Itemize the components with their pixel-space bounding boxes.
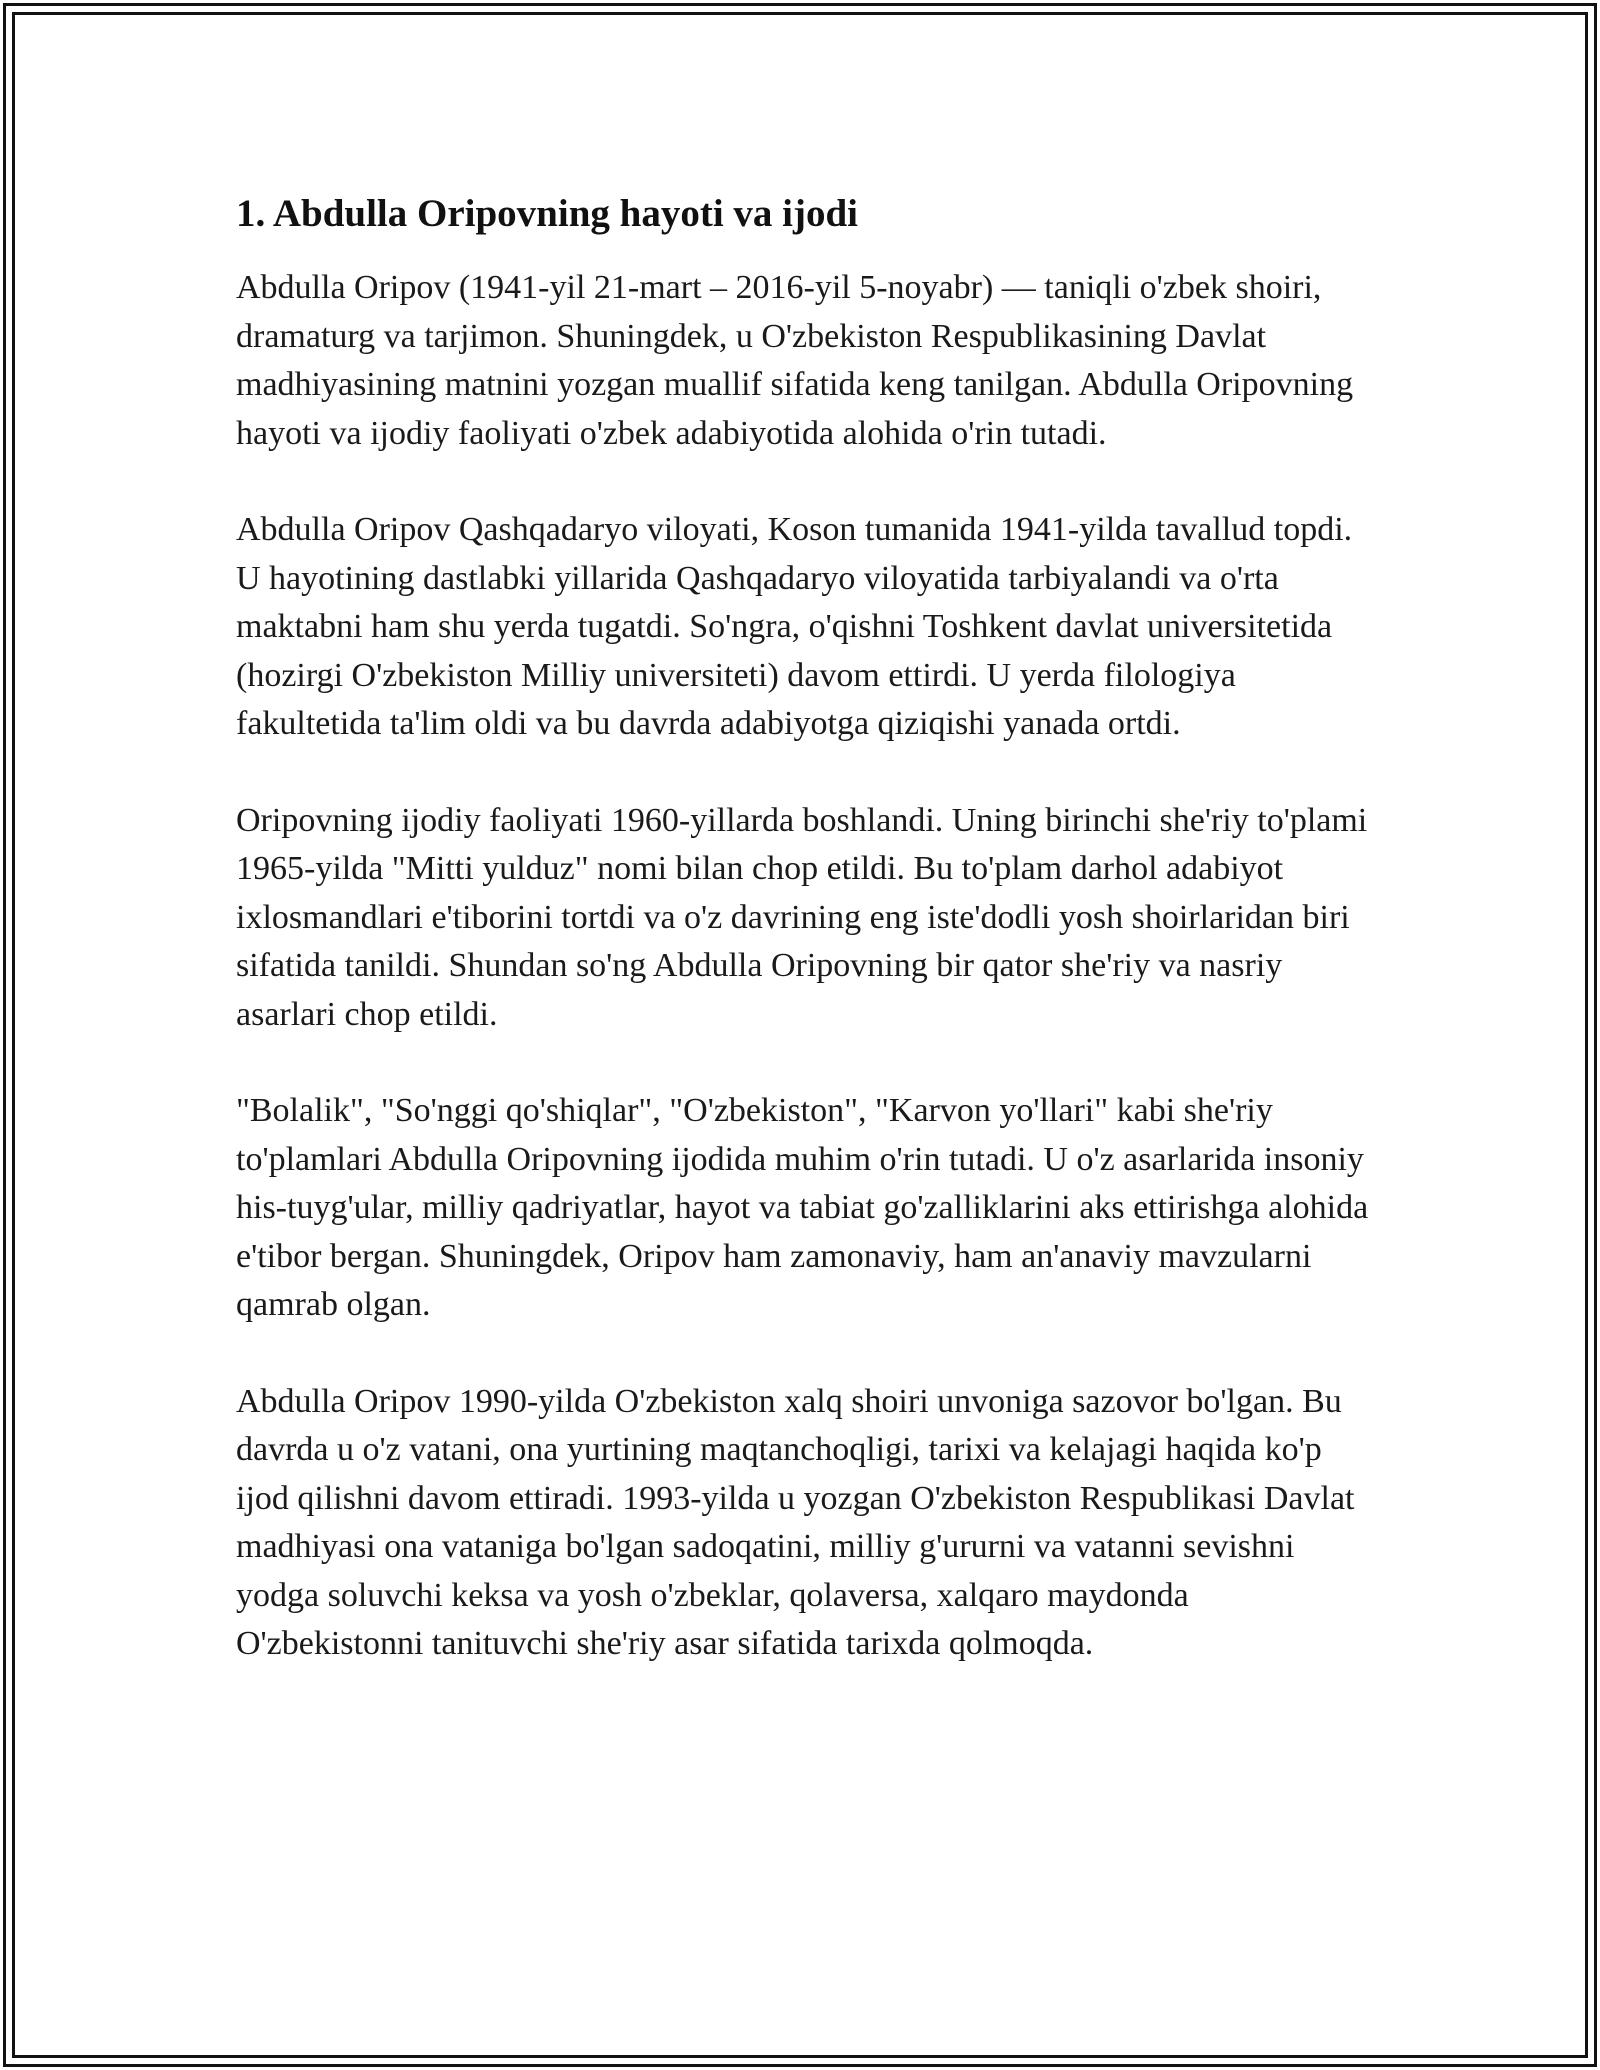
page-title: 1. Abdulla Oripovning hayoti va ijodi [236,192,859,235]
paragraph-collections: "Bolalik", "So'nggi qo'shiqlar", "O'zbekiston", "Karvon yo'llari" kabi she'riy to'plamlari Abdulla Oripovning ijodida muhim o'rin tutadi. U o'z asarlarida insoniy his-tuyg'ular, milliy qadriyatlar, hayot va tabiat go'zalliklarini aks ettirishga alohida e'tibor bergan. Shuningdek, Oripov ham zamonaviy, ham an'anaviy mavzularni qamrab olgan. [236,1092,1369,1323]
paragraph-national-poet: Abdulla Oripov 1990-yilda O'zbekiston xalq shoiri unvoniga sazovor bo'lgan. Bu davrda u o'z vatani, ona yurtining maqtanchoqligi, tarixi va kelajagi haqida ko'p ijod qilishni davom ettiradi. 1993-yilda u yozgan O'zbekiston Respublikasi Davlat madhiyasi ona vataniga bo'lgan sadoqatini, milliy g'ururni va vatanni sevishni yodga soluvchi keksa va yosh o'zbeklar, qolaversa, xalqaro maydonda O'zbekistonni tanituvchi she'riy asar sifatida tarixda qolmoqda. [236,1382,1355,1662]
document-body [236,188,1376,1717]
paragraph-intro: Abdulla Oripov (1941-yil 21-mart – 2016-yil 5-noyabr) — taniqli o'zbek shoiri, dramaturg va tarjimon. Shuningdek, u O'zbekiston Respublikasining Davlat madhiyasining matnini yozgan muallif sifatida keng tanilgan. Abdulla Oripovning hayoti va ijodiy faoliyati o'zbek adabiyotida alohida o'rin tutadi. [236,269,1354,452]
paragraph-early-life: Abdulla Oripov Qashqadaryo viloyati, Koson tumanida 1941-yilda tavallud topdi. U hayotining dastlabki yillarida Qashqadaryo viloyatida tarbiyalandi va o'rta maktabni ham shu yerda tugatdi. So'ngra, o'qishni Toshkent davlat universitetida (hozirgi O'zbekiston Milliy universiteti) davom ettirdi. U yerda filologiya fakultetida ta'lim oldi va bu davrda adabiyotga qiziqishi yanada ortdi. [236,511,1353,742]
paragraph-creative-start: Oripovning ijodiy faoliyati 1960-yillarda boshlandi. Uning birinchi she'riy to'plami 1965-yilda "Mitti yulduz" nomi bilan chop etildi. Bu to'plam darhol adabiyot ixlosmandlari e'tiborini tortdi va o'z davrining eng iste'dodli yosh shoirlaridan biri sifatida tanildi. Shundan so'ng Abdulla Oripovning bir qator she'riy va nasriy asarlari chop etildi. [236,801,1368,1033]
